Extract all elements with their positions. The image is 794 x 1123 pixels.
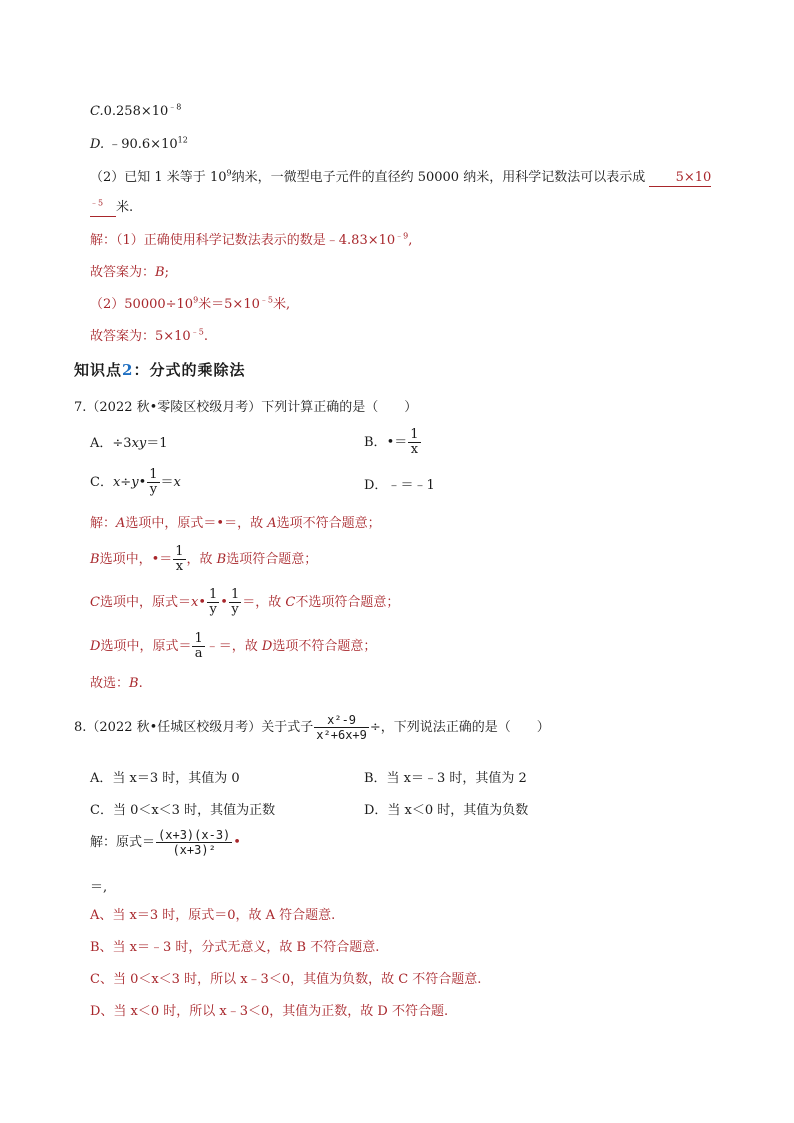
fraction xyxy=(173,545,185,574)
option-text: ﹣＝﹣1 xyxy=(387,478,435,493)
exponent: 9 xyxy=(226,168,232,178)
denominator: x²+6x+9 xyxy=(316,728,367,742)
tail: . xyxy=(203,329,208,344)
denominator: x xyxy=(410,442,419,457)
option-text: 0.258×10 xyxy=(103,104,169,119)
tail: , xyxy=(408,233,413,248)
solution-prefix: 解： xyxy=(90,516,117,531)
question-7-stem: 7.（2022 秋•零陵区校级月考）下列计算正确的是（ ） xyxy=(74,400,418,415)
answer-letter: B xyxy=(155,265,165,280)
q8-solution-line-4: B、当 x＝﹣3 时，分式无意义，故 B 不符合题意. xyxy=(90,940,380,955)
option-label: D． xyxy=(364,478,388,493)
operator: • xyxy=(220,595,228,610)
section-label: 知识点 xyxy=(74,361,123,379)
numerator: 1 xyxy=(194,631,203,646)
unit-text: 米. xyxy=(116,200,134,215)
numerator: 1 xyxy=(175,544,184,559)
answer-exponent: ﹣5 xyxy=(90,198,104,208)
solution-prefix: 解：原式＝ xyxy=(90,835,156,850)
q8-solution-line-6: D、当 x＜0 时，所以 x﹣3＜0，其值为正数，故 D 不符合题. xyxy=(90,1004,449,1019)
tail: ; xyxy=(164,265,169,280)
variable: y xyxy=(131,475,139,490)
solution-tail: 选项不符合题意； xyxy=(276,516,381,531)
solution-text: 选项中，•＝ xyxy=(99,552,173,567)
q7-solution-line-4 xyxy=(90,632,376,661)
answer-text: 5×10 xyxy=(675,170,712,185)
fraction-1 xyxy=(207,588,219,617)
variable: x xyxy=(173,475,181,490)
q7-solution-line-3 xyxy=(90,588,399,617)
solution-prefix: 故选： xyxy=(90,676,130,691)
fraction-2 xyxy=(229,588,241,617)
solution-tail: 选项不符合题意； xyxy=(272,639,377,654)
denominator: y xyxy=(231,602,239,617)
denominator: a xyxy=(194,646,203,661)
option-text: ÷3 xyxy=(112,436,132,451)
variable: x xyxy=(112,475,121,490)
option-letter: B xyxy=(90,552,100,567)
solution-text: 选项中，原式＝ xyxy=(99,595,191,610)
option-d-line xyxy=(90,137,188,153)
question-text-2: 纳米，一微型电子元件的直径约 50000 纳米，用科学记数法可以表示成 xyxy=(231,170,646,185)
q7-option-c xyxy=(90,468,181,497)
q8-solution-line-5: C、当 0＜x＜3 时，所以 x﹣3＜0，其值为负数，故 C 不符合题意. xyxy=(90,972,482,987)
operator: • xyxy=(233,835,241,850)
operator: • xyxy=(198,595,206,610)
fraction xyxy=(408,428,420,457)
question-text: （2）已知 1 米等于 10 xyxy=(90,170,227,185)
denominator: y xyxy=(149,482,158,497)
q8-option-d: D．当 x＜0 时，其值为负数 xyxy=(364,803,529,818)
q8-solution-line-2: ＝, xyxy=(90,880,108,895)
option-text: ﹣90.6×10 xyxy=(108,137,178,152)
answer-blank-cont xyxy=(90,200,116,217)
answer-letter: B xyxy=(129,676,139,691)
exponent: ﹣8 xyxy=(168,102,182,112)
question-8-stem xyxy=(74,713,550,742)
exponent-2: ﹣5 xyxy=(259,295,273,305)
variable: x xyxy=(190,595,199,610)
tail: 米, xyxy=(272,297,291,312)
solution-text: 选项中，原式＝•＝，故 xyxy=(125,516,268,531)
option-tail: ＝1 xyxy=(146,436,168,451)
denominator: y xyxy=(209,602,217,617)
solution-text-2: ＝，故 xyxy=(242,595,286,610)
section-number: 2 xyxy=(122,361,134,379)
operator: ÷ xyxy=(120,475,132,490)
option-letter: A xyxy=(267,516,277,531)
stem-text-2: ÷，下列说法正确的是（ ） xyxy=(369,720,550,735)
solution-text: （2）50000÷10 xyxy=(90,297,194,312)
solution-tail: . xyxy=(138,676,143,691)
option-label: C. xyxy=(90,104,104,119)
numerator: x²-9 xyxy=(314,713,369,728)
q7-solution-line-1 xyxy=(90,516,381,532)
numerator: 1 xyxy=(230,587,240,602)
variable: xy xyxy=(131,436,147,451)
option-label: C． xyxy=(90,475,113,490)
option-letter: D xyxy=(90,639,101,654)
q7-solution-line-5 xyxy=(90,676,143,692)
solution-text-2: ，故 xyxy=(186,552,217,567)
q8-solution-line-1 xyxy=(90,828,241,857)
q8-option-b: B．当 x＝﹣3 时，其值为 2 xyxy=(364,771,527,786)
exponent: 12 xyxy=(177,135,188,145)
numerator: 1 xyxy=(410,427,419,442)
option-label: A． xyxy=(90,436,113,451)
section-title: ：分式的乘除法 xyxy=(133,361,246,379)
q7-option-b xyxy=(364,428,422,457)
solution-line-4 xyxy=(90,329,208,345)
q8-option-a: A．当 x＝3 时，其值为 0 xyxy=(90,771,240,786)
option-c-line xyxy=(90,104,181,120)
option-letter: C xyxy=(285,595,296,610)
fraction xyxy=(192,632,204,661)
option-label: D. xyxy=(90,137,105,152)
section-heading xyxy=(74,362,245,378)
q8-option-c: C．当 0＜x＜3 时，其值为正数 xyxy=(90,803,276,818)
option-text: •＝ xyxy=(386,435,408,450)
solution-tail: 不选项符合题意； xyxy=(295,595,400,610)
operator: ＝ xyxy=(160,475,174,490)
answer-blank xyxy=(649,170,711,187)
numerator: 1 xyxy=(208,587,218,602)
option-letter: C xyxy=(90,595,100,610)
numerator: 1 xyxy=(149,467,158,482)
exponent: ﹣5 xyxy=(190,327,204,337)
solution-line-1 xyxy=(90,233,412,249)
denominator: (x+3)² xyxy=(172,843,216,857)
q8-solution-line-3: A、当 x＝3 时，原式＝0，故 A 符合题意. xyxy=(90,908,336,923)
numerator: (x+3)(x-3) xyxy=(158,828,231,842)
solution-line-3 xyxy=(90,297,290,313)
option-letter: A xyxy=(116,516,126,531)
solution-text: 选项中，原式＝ xyxy=(100,639,192,654)
exponent: 9 xyxy=(193,295,199,305)
fraction xyxy=(147,468,159,497)
question-2-line-b xyxy=(90,200,133,217)
solution-text-2: 米＝5×10 xyxy=(198,297,260,312)
solution-tail: 选项符合题意； xyxy=(226,552,318,567)
denominator: x xyxy=(175,559,184,574)
solution-line-2 xyxy=(90,265,169,281)
question-2-line xyxy=(90,170,711,187)
solution-text: 解：（1）正确使用科学记数法表示的数是﹣4.83×10 xyxy=(90,233,396,248)
exponent: ﹣9 xyxy=(395,231,409,241)
q7-solution-line-2 xyxy=(90,545,317,574)
option-letter: B xyxy=(216,552,227,567)
fraction xyxy=(156,828,232,857)
operator: • xyxy=(138,475,147,490)
option-label: B． xyxy=(364,435,387,450)
stem-text: 8.（2022 秋•任城区校级月考）关于式子 xyxy=(74,720,314,735)
q7-option-a xyxy=(90,436,168,452)
solution-text-2: ﹣＝，故 xyxy=(205,639,262,654)
fraction xyxy=(314,713,369,742)
q7-option-d xyxy=(364,478,435,494)
solution-text: 故答案为： xyxy=(90,265,156,280)
option-letter: D xyxy=(261,639,273,654)
solution-text: 故答案为：5×10 xyxy=(90,329,191,344)
